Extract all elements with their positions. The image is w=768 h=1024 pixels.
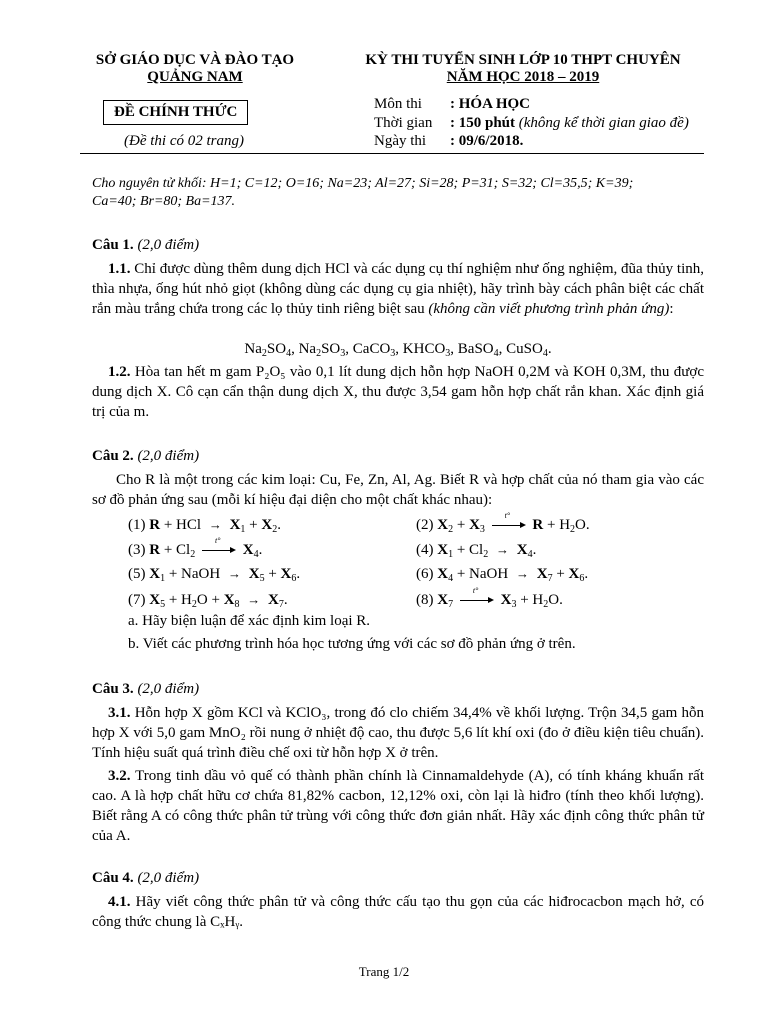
q2-title: Câu 2.: [92, 448, 134, 464]
q3-part2-num: 3.2.: [108, 768, 131, 784]
q2-intro: Cho R là một trong các kim loại: Cu, Fe, Zn, Al, Ag. Biết R và hợp chất của nó tham gia vào các sơ đồ phản ứng sau (mỗi kí hiệu đại diện cho một chất khác nhau):: [92, 472, 704, 508]
q1-part2: [92, 362, 704, 422]
subject-label: Môn thi: [374, 96, 422, 112]
exam-line2: NĂM HỌC 2018 – 2019: [446, 69, 600, 85]
dept-line2: QUẢNG NAM: [147, 69, 243, 85]
q2-heading: [92, 448, 199, 465]
exam-line1: KỲ THI TUYỂN SINH LỚP 10 THPT CHUYÊN: [365, 52, 681, 68]
date-value: : 09/6/2018.: [450, 133, 524, 149]
q1-part2-text: Hòa tan hết m gam P₂O₅ vào 0,1 lít dung dịch hỗn hợp NaOH 0,2M và KOH 0,3M, thu được dung dịch X. Cô cạn cẩn thận dung dịch X, thu được 3,54 gam hỗn hợp chất rắn khan. Xác định giá trị của m.: [92, 364, 704, 420]
atomic-masses: [92, 175, 712, 211]
reaction-8: (8) $X_7$ t° $X_3 + H_2O$.: [416, 586, 563, 610]
reaction-3: (3) $R + Cl_2$ t° $X_4$.: [128, 536, 263, 560]
time-value: : 150 phút: [450, 115, 516, 131]
q4-title: Câu 4.: [92, 870, 134, 886]
heat-arrow-icon: t°: [460, 594, 494, 604]
time-note: (không kể thời gian giao đề): [518, 115, 689, 131]
official-exam-box: ĐỀ CHÍNH THỨC: [103, 100, 248, 125]
atomic-masses-line2: Ca=40; Br=80; Ba=137.: [92, 194, 236, 209]
q1-part1-end: :: [669, 301, 674, 317]
q3-part1: [92, 703, 704, 763]
pages-note: (Đề thi có 02 trang): [124, 133, 244, 149]
q1-part1-note: (không cần viết phương trình phản ứng): [428, 301, 670, 317]
time-label: Thời gian: [374, 115, 433, 131]
q4-heading: [92, 870, 199, 887]
header-divider: [80, 153, 704, 154]
q2-part-b: b. Viết các phương trình hóa học tương ứng với các sơ đồ phản ứng ở trên.: [128, 636, 576, 652]
heat-arrow-icon: t°: [492, 519, 526, 529]
reaction-7: (7) $X_5 + H_2O + X_8 \to X_7$.: [128, 592, 288, 610]
page-number: Trang 1/2: [358, 964, 410, 979]
reaction-1: (1) R + HCl → $X_1 + X_2$.: [128, 517, 281, 535]
q3-part2-text: Trong tinh dầu vỏ quế có thành phần chính là Cinnamaldehyde (A), có tính kháng khuẩn rất cao. A là hợp chất hữu cơ chứa 81,82% cacbon, 12,12% oxi, còn lại là hiđro (tính theo khối lượng). Biết rằng A có công thức phân tử trùng với công thức đơn giản nhất. Hãy xác định công thức phân tử của A.: [92, 768, 704, 844]
heat-arrow-icon: t°: [202, 544, 236, 554]
dept-name: [80, 52, 310, 86]
q3-part2: [92, 766, 704, 846]
reaction-4: (4) $X_1 + Cl_2 \to X_4$.: [416, 542, 537, 560]
atomic-masses-line1: Cho nguyên tử khối: H=1; C=12; O=16; Na=23; Al=27; Si=28; P=31; S=32; Cl=35,5; K=39;: [92, 176, 634, 191]
q1-part1-text: Chỉ được dùng thêm dung dịch HCl và các dụng cụ thí nghiệm như ống nghiệm, đũa thủy tinh, thìa nhựa, ống hút nhỏ giọt (không dùng các dụng cụ gia nhiệt), hãy trình bày cách phân biệt các chất rắn màu trắng chứa trong các lọ thủy tinh riêng biệt sau: [92, 261, 705, 317]
reaction-5: (5) $X_1$ + NaOH → $X_5 + X_6$.: [128, 566, 301, 584]
q3-title: Câu 3.: [92, 681, 134, 697]
q3-points: (2,0 điểm): [137, 681, 200, 697]
reaction-6: (6) $X_4$ + NaOH → $X_7 + X_6$.: [416, 566, 589, 584]
reaction-2: (2) $X_2 + X_3$ t° $R + H_2O$.: [416, 511, 590, 535]
q4-part1: [92, 892, 704, 932]
q2-points: (2,0 điểm): [137, 448, 200, 464]
q1-points: (2,0 điểm): [137, 237, 200, 253]
q1-part1: [92, 259, 704, 319]
dept-line1: SỞ GIÁO DỤC VÀ ĐÀO TẠO: [95, 52, 295, 68]
q4-part1-text: Hãy viết công thức phân tử và công thức cấu tạo thu gọn của các hiđrocacbon mạch hở, có công thức chung là CₓHᵧ.: [92, 894, 704, 930]
q1-part2-num: 1.2.: [108, 364, 131, 380]
subject-value: : HÓA HỌC: [450, 96, 531, 112]
q1-part1-num: 1.1.: [108, 261, 131, 277]
q4-points: (2,0 điểm): [137, 870, 200, 886]
q1-title: Câu 1.: [92, 237, 134, 253]
q1-heading: [92, 237, 199, 254]
q4-part1-num: 4.1.: [108, 894, 131, 910]
q2-part-a: a. Hãy biện luận để xác định kim loại R.: [128, 613, 371, 629]
q3-part1-text: Hỗn hợp X gồm KCl và KClO₃, trong đó clo chiếm 34,4% về khối lượng. Trộn 34,5 gam hỗn hợp X với 5,0 gam MnO₂ rồi nung ở nhiệt độ cao, thu được 5,6 lít khí oxi (đo ở điều kiện tiêu chuẩn). Tính hiệu suất quá trình điều chế oxi từ hỗn hợp X ở trên.: [92, 705, 704, 761]
q3-part1-num: 3.1.: [108, 705, 131, 721]
q3-heading: [92, 681, 199, 698]
exam-name: [328, 52, 718, 86]
time-row: [450, 115, 689, 132]
q1-substances: $Na_2SO_4$, $Na_2SO_3$, CaCO$_3$, $KHCO_3$, BaSO$_4$, CuSO$_4$.: [244, 341, 552, 359]
date-label: Ngày thi: [374, 133, 427, 149]
